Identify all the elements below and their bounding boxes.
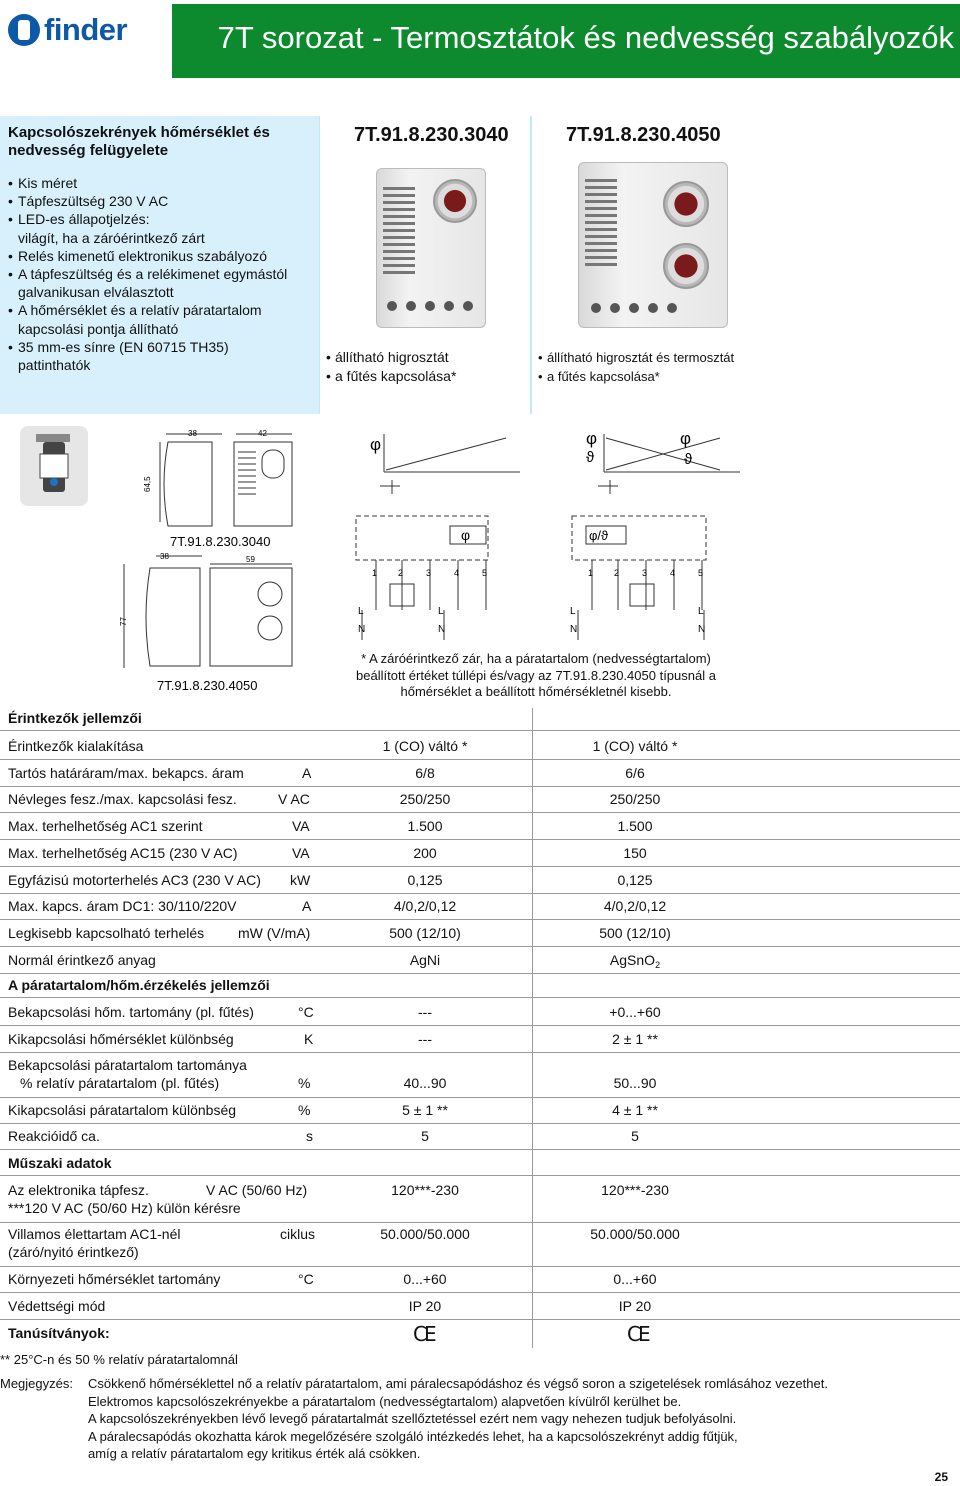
spec-v2: 0...+60 (613, 1271, 657, 1287)
terminal-2: 2 (398, 568, 404, 578)
phi-symbol: φ (370, 435, 382, 454)
spec-name: Normál érintkező anyag (8, 951, 156, 968)
row-divider (0, 1222, 960, 1223)
spec-unit: s (306, 1128, 313, 1144)
spec-unit: K (304, 1031, 314, 1047)
spec-unit: VA (292, 844, 310, 861)
section-heading: Érintkezők jellemzői (8, 710, 142, 726)
theta-symbol: ϑ (586, 449, 595, 466)
spec-unit: V AC (278, 791, 310, 808)
features-3040 (326, 348, 456, 386)
row-divider (0, 839, 960, 840)
spec-name: Max. terhelhetőség AC1 szerint (8, 818, 203, 835)
finder-logo (0, 0, 172, 82)
row-divider (0, 1025, 960, 1026)
dimension-drawing-3040 (160, 434, 292, 526)
page-header (0, 0, 960, 82)
feature-item: • állítható higrosztát és termosztát (538, 348, 734, 367)
spec-name: Legkisebb kapcsolható terhelés (8, 924, 205, 941)
remark-line: Elektromos kapcsolószekrényekbe a páratartalom (nedvességtartalom) alapvetően kívülről kerülhet be. (88, 1393, 682, 1409)
spec-v2: 5 (631, 1128, 639, 1144)
section-heading: Tanúsítványok: (8, 1325, 110, 1341)
terminal-4: 4 (670, 568, 676, 578)
intro-bullet: • A tápfeszültség és a relékimenet egymástól galvanikusan elválasztott (8, 265, 311, 301)
spec-name: Max. terhelhetőség AC15 (230 V AC) (8, 844, 238, 861)
spec-v2-text: AgSnO (609, 951, 656, 968)
terminal-3: 3 (642, 568, 648, 578)
spec-name: Kikapcsolási hőmérséklet különbség (8, 1031, 234, 1047)
humidity-dial-icon (663, 181, 709, 227)
dim-42: 42 (258, 429, 267, 438)
intro-bullet: • Tápfeszültség 230 V AC (8, 192, 311, 210)
spec-unit: A (302, 898, 312, 915)
label-N: N (438, 624, 446, 635)
spec-v1: 5 (421, 1128, 429, 1144)
model-panel-3040 (320, 116, 530, 414)
spec-v2: 4 ± 1 ** (612, 1102, 658, 1118)
spec-name: Tartós határáram/max. bekapcs. áram (8, 764, 244, 781)
section-heading: A páratartalom/hőm.érzékelés jellemzői (8, 977, 270, 993)
spec-v2: 4/0,2/0,12 (603, 898, 667, 915)
row-divider (0, 1052, 960, 1053)
ce-mark-icon: CE (627, 1322, 648, 1346)
spec-v2: 50.000/50.000 (590, 1226, 680, 1242)
intro-bullet: • Kis méret (8, 174, 311, 192)
spec-name: Érintkezők kialakítása (8, 738, 144, 754)
label-L: L (570, 606, 576, 617)
vent-slots (238, 452, 256, 494)
label-N: N (358, 624, 366, 635)
terminal-1: 1 (372, 568, 378, 578)
spec-name: Villamos élettartam AC1-nél (8, 1226, 181, 1242)
phi-symbol: φ (586, 429, 598, 448)
remarks-body (88, 1375, 828, 1463)
dim-64-5: 64,5 (143, 476, 152, 492)
spec-name: Bekapcsolási páratartalom tartománya (8, 1057, 247, 1073)
spec-v1: 0...+60 (403, 1271, 447, 1287)
din-rail-mount-icon (20, 426, 88, 506)
theta-symbol: ϑ (684, 451, 693, 468)
spec-name: Az elektronika tápfesz. (8, 1182, 149, 1198)
row-divider (0, 759, 960, 760)
dim-59: 59 (246, 555, 255, 564)
spec-v1: AgNi (409, 951, 441, 968)
remarks-prefix: Megjegyzés: (0, 1376, 73, 1391)
row-divider (0, 812, 960, 813)
row-divider (0, 997, 960, 998)
caption-3040: 7T.91.8.230.3040 (170, 534, 271, 549)
spec-v1: 500 (12/10) (389, 924, 461, 941)
feature-item: • a fűtés kapcsolása* (538, 367, 734, 386)
spec-v2: 120***-230 (601, 1182, 669, 1198)
terminal-4: 4 (454, 568, 460, 578)
spec-v2: 1 (CO) váltó * (592, 738, 678, 754)
page-number: 25 (934, 1470, 948, 1484)
spec-name: Max. kapcs. áram DC1: 30/110/220V (8, 898, 237, 915)
terminal-5: 5 (482, 568, 488, 578)
spec-v1: 120***-230 (391, 1182, 459, 1198)
dim-38: 38 (160, 552, 169, 561)
spec-name: Kikapcsolási páratartalom különbség (8, 1102, 237, 1118)
terminal-screws (591, 303, 677, 313)
label-N: N (570, 624, 578, 635)
spec-v2: 250/250 (609, 791, 661, 808)
row-divider (0, 1123, 960, 1124)
spec-v1: 1.500 (407, 818, 443, 835)
terminal-3: 3 (426, 568, 432, 578)
finder-logo-icon (8, 14, 40, 46)
logo-text: finder (44, 12, 128, 47)
row-divider (0, 946, 960, 947)
humidity-hysteresis-graph (380, 434, 520, 494)
intro-bullet: • Relés kimenetű elektronikus szabályozó (8, 247, 311, 265)
label-N: N (698, 624, 706, 635)
terminal-1: 1 (588, 568, 594, 578)
footnote: ** 25°C-n és 50 % relatív páratartalomnál (0, 1352, 238, 1367)
remark-line: A páralecsapódás okozhatta károk megelőzésére szolgáló intézkedés lehet, ha a kapcsolószekrényt addig fűtjük, (88, 1428, 738, 1444)
spec-unit: VA (292, 818, 310, 835)
feature-item: • a fűtés kapcsolása* (326, 367, 456, 386)
intro-panel (0, 116, 319, 414)
spec-v2: 6/6 (625, 764, 645, 781)
row-divider (0, 1175, 960, 1176)
spec-v2 (560, 952, 710, 970)
caption-4050: 7T.91.8.230.4050 (157, 678, 258, 693)
row-divider (0, 973, 960, 974)
intro-bullets (8, 174, 311, 374)
spec-unit: % (298, 1075, 311, 1091)
spec-name: Reakcióidő ca. (8, 1128, 100, 1144)
page-title: 7T sorozat - Termosztátok és nedvesség szabályozók (217, 20, 954, 55)
temperature-dial-icon (663, 243, 709, 289)
model-code-4050: 7T.91.8.230.4050 (566, 124, 721, 146)
vent-fins (585, 179, 617, 182)
spec-v1: 0,125 (407, 871, 443, 888)
row-divider (0, 786, 960, 787)
product-photo-4050 (578, 162, 728, 328)
spec-v2: 500 (12/10) (599, 924, 671, 941)
row-divider (0, 893, 960, 894)
spec-v1: IP 20 (408, 1298, 442, 1314)
product-photo-3040 (376, 168, 486, 328)
spec-v1: 200 (413, 844, 437, 861)
remark-line: A kapcsolószekrényekben lévő levegő páratartalmát szellőztetéssel ezért nem vagy nehezen tudjuk befolyásolni. (88, 1411, 737, 1426)
spec-v1: 6/8 (415, 764, 435, 781)
dimension-drawing-4050 (124, 556, 292, 668)
row-divider (0, 1292, 960, 1293)
row-divider (0, 1149, 960, 1150)
label-L: L (358, 606, 364, 617)
row-divider (0, 919, 960, 920)
terminal-5: 5 (698, 568, 704, 578)
column-divider (532, 708, 533, 1348)
spec-unit: °C (298, 1271, 314, 1287)
spec-name: Egyfázisú motorterhelés AC3 (230 V AC) (8, 871, 261, 888)
model-panel-4050 (532, 116, 960, 414)
vent-fins (383, 187, 415, 190)
humidity-temperature-graph (598, 434, 740, 494)
label-L: L (698, 606, 704, 617)
row-divider (0, 730, 960, 731)
row-divider (0, 1319, 960, 1320)
spec-v2: 150 (623, 844, 647, 861)
model-code-3040: 7T.91.8.230.3040 (354, 124, 509, 146)
spec-name-line2: ***120 V AC (50/60 Hz) külön kérésre (8, 1200, 241, 1216)
spec-v2: 2 ± 1 ** (612, 1031, 658, 1047)
dim-77: 77 (119, 617, 128, 626)
spec-v1: --- (418, 1031, 432, 1047)
section-heading: Műszaki adatok (8, 1155, 112, 1171)
spec-unit: % (298, 1102, 311, 1118)
phi-symbol: φ (461, 527, 471, 543)
intro-bullet: • A hőmérséklet és a relatív páratartalom kapcsolási pontja állítható (8, 301, 311, 337)
intro-bullet: • 35 mm-es sínre (EN 60715 TH35) pattinthatók (8, 338, 311, 374)
spec-name: Környezeti hőmérséklet tartomány (8, 1271, 221, 1287)
terminal-2: 2 (614, 568, 620, 578)
ce-mark-icon: CE (413, 1322, 434, 1346)
spec-name: Védettségi mód (8, 1298, 106, 1314)
spec-v2: 0,125 (617, 871, 653, 888)
row-divider (0, 1097, 960, 1098)
title-bar (172, 4, 960, 78)
spec-unit: mW (V/mA) (238, 924, 311, 941)
spec-unit: V AC (50/60 Hz) (206, 1182, 308, 1198)
features-4050 (538, 348, 734, 386)
spec-v1: 40...90 (403, 1075, 447, 1091)
spec-v1: 4/0,2/0,12 (393, 898, 457, 915)
feature-item: • állítható higrosztát (326, 348, 456, 367)
dim-38: 38 (188, 429, 197, 438)
spec-v2-subscript: 2 (655, 959, 661, 970)
spec-unit: ciklus (280, 1226, 316, 1242)
row-divider (0, 866, 960, 867)
terminal-screws (387, 301, 473, 311)
spec-v1: 5 ± 1 ** (402, 1102, 448, 1118)
spec-v2: IP 20 (618, 1298, 652, 1314)
spec-name: Bekapcsolási hőm. tartomány (pl. fűtés) (8, 1004, 254, 1020)
phi-theta-symbol: φ/ϑ (589, 528, 609, 543)
row-divider (0, 1266, 960, 1267)
spec-name: Névleges fesz./max. kapcsolási fesz. (8, 791, 237, 808)
spec-unit: kW (290, 871, 311, 888)
intro-bullet: • LED-es állapotjelzés: világít, ha a záróérintkező zárt (8, 210, 311, 246)
spec-v2: +0...+60 (609, 1004, 661, 1020)
spec-v2: 50...90 (613, 1075, 657, 1091)
label-L: L (438, 606, 444, 617)
remark-line: amíg a relatív páratartalom egy kritikus érték alá csökken. (88, 1446, 421, 1461)
contact-note: * A záróérintkező zár, ha a páratartalom (nedvességtartalom) beállított értéket túllépi és/vagy az 7T.91.8.230.4050 típusnál a hőmérséklet a beállított hőmérsékletnél kisebb. (356, 651, 716, 699)
humidity-dial-icon (433, 179, 477, 223)
spec-v1: --- (418, 1004, 432, 1020)
remark-line: Csökkenő hőmérséklettel nő a relatív páratartalom, ami páralecsapódáshoz és végső soron a szigetelések romlásához vezethet. (88, 1376, 828, 1391)
spec-v1: 50.000/50.000 (380, 1226, 470, 1242)
spec-name-line2: % relatív páratartalom (pl. fűtés) (20, 1075, 220, 1091)
spec-v2: 1.500 (617, 818, 653, 835)
spec-unit: A (302, 764, 312, 781)
spec-v1: 1 (CO) váltó * (382, 738, 468, 754)
spec-name-line2: (záró/nyitó érintkező) (8, 1244, 139, 1260)
spec-v1: 250/250 (399, 791, 451, 808)
spec-unit: °C (298, 1004, 314, 1020)
intro-heading: Kapcsolószekrények hőmérséklet és nedvesség felügyelete (8, 124, 270, 159)
phi-symbol: φ (680, 429, 692, 448)
